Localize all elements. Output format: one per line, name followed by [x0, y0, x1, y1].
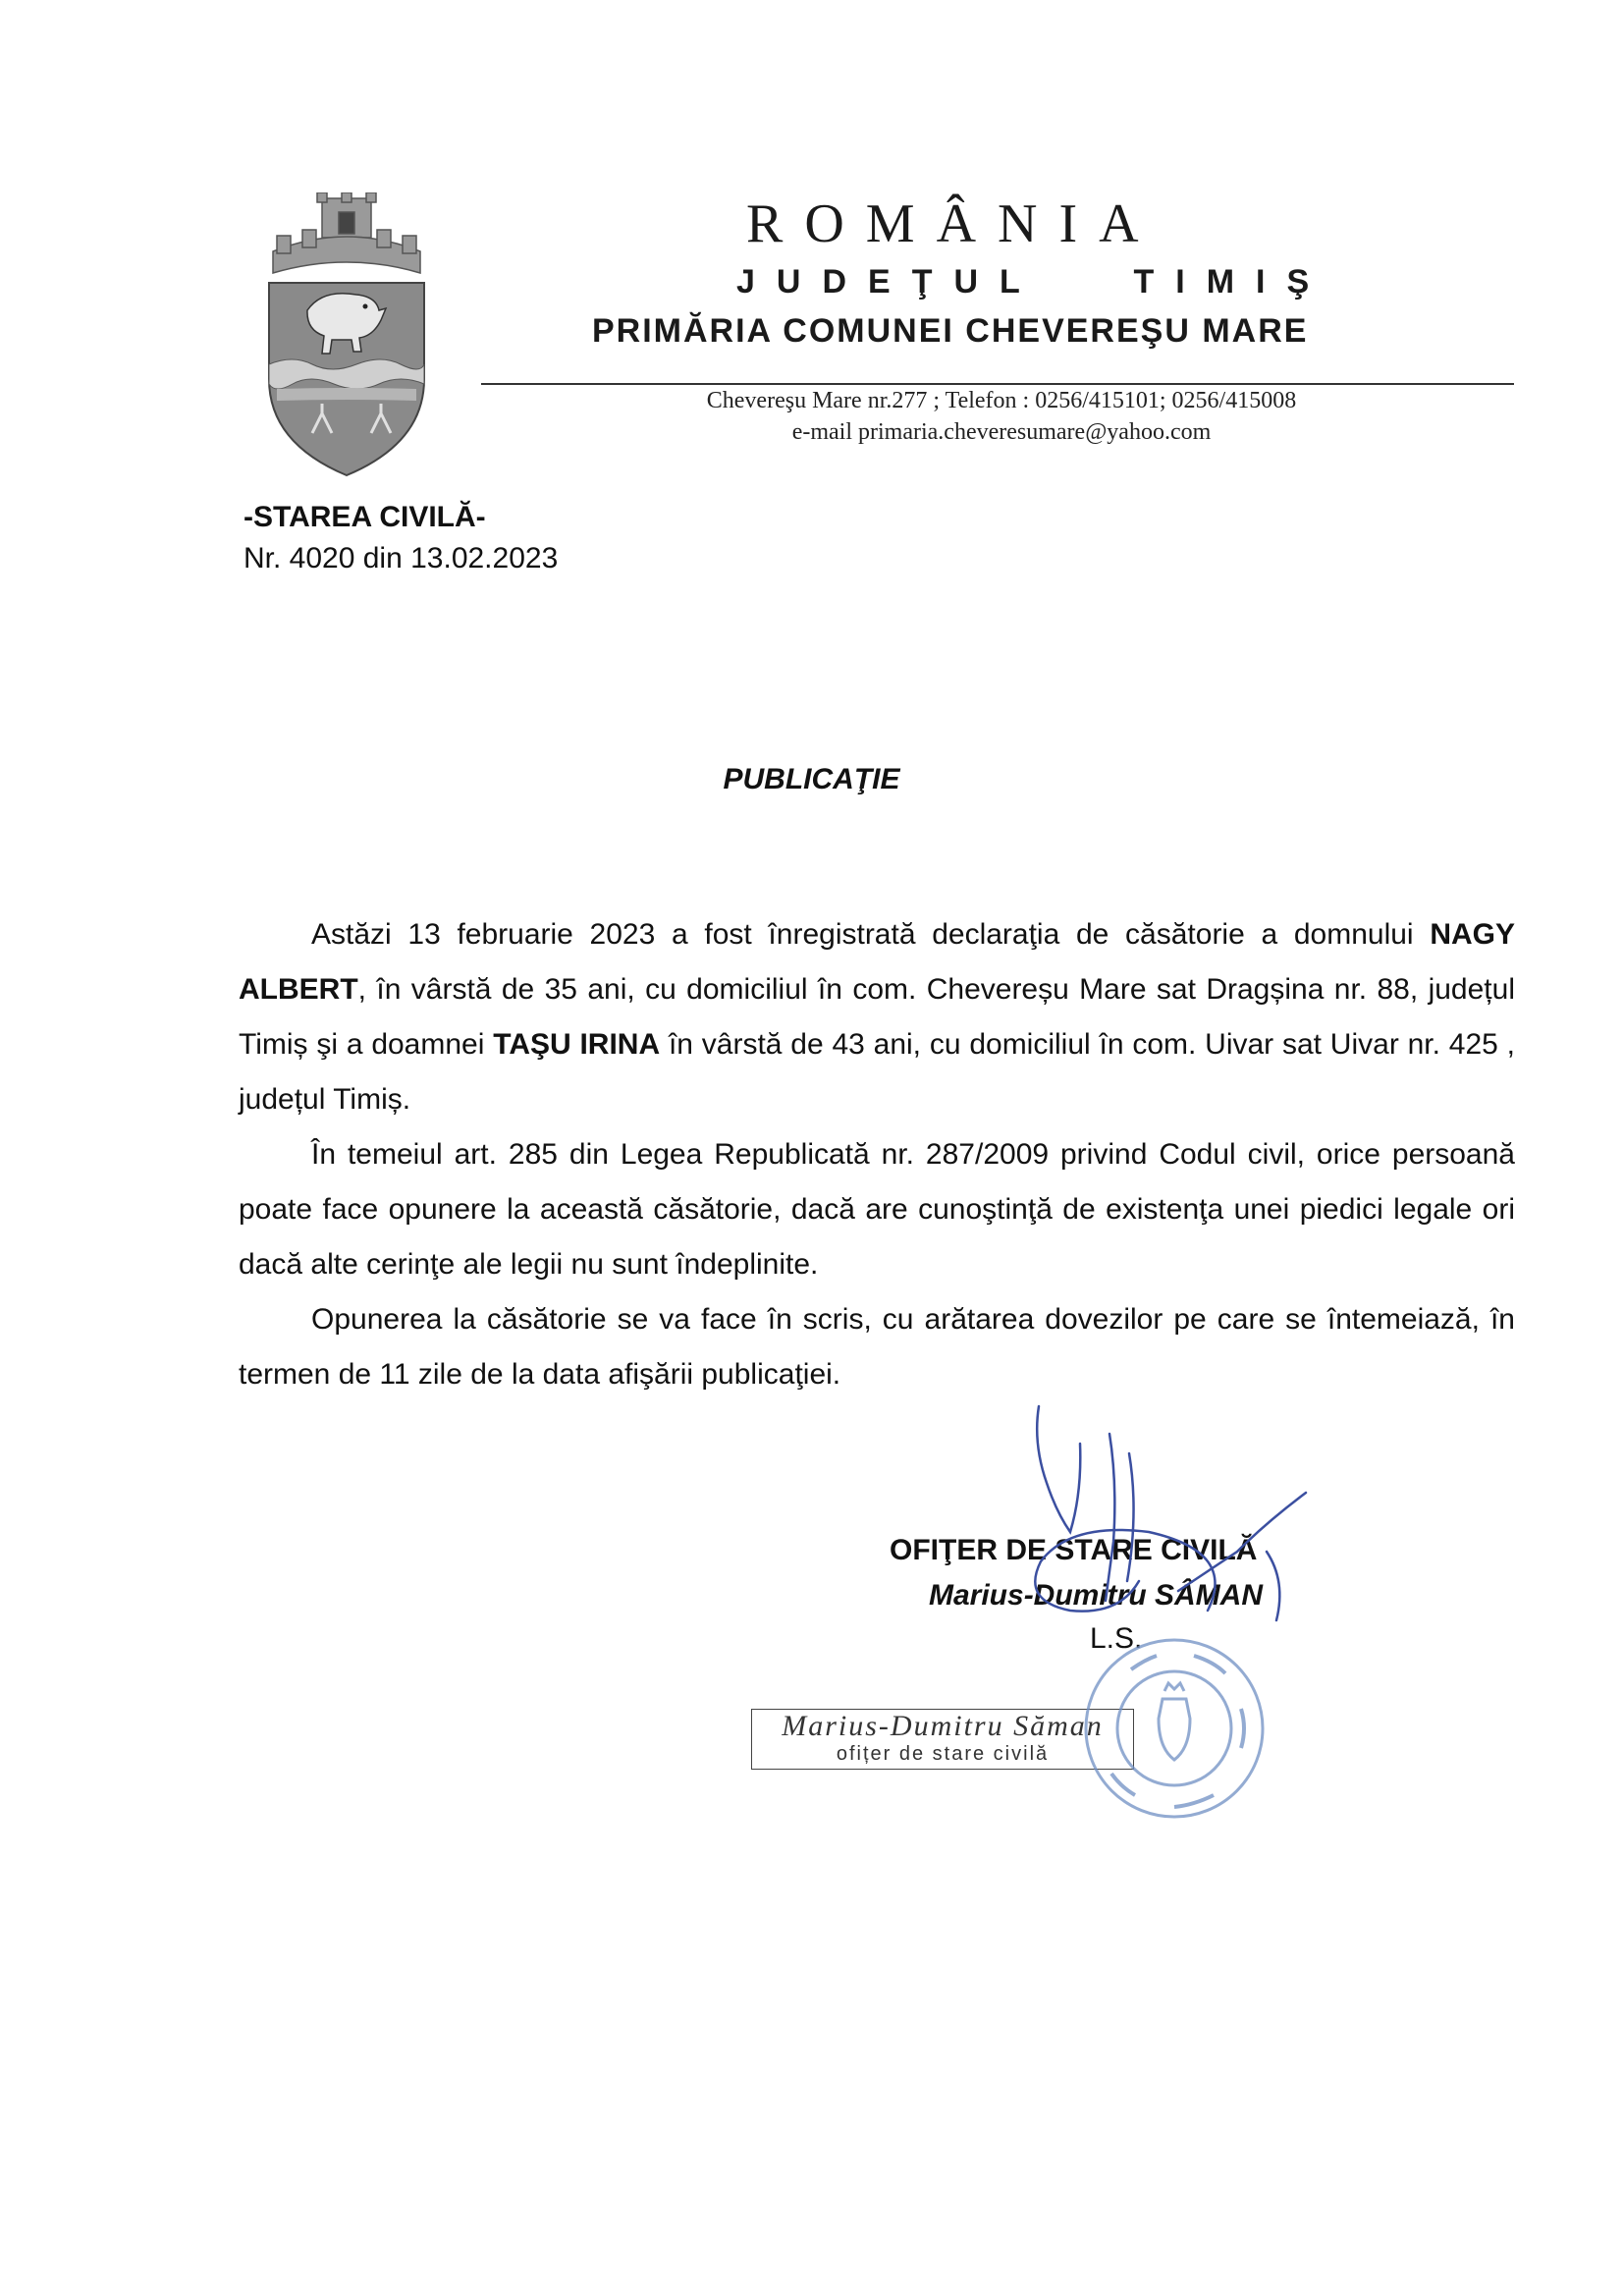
stamp-role: ofițer de stare civilă: [836, 1743, 1050, 1765]
email-line: e-mail primaria.cheveresumare@yahoo.com: [791, 419, 1212, 445]
signature-name: Marius-Dumitru SÂMAN: [929, 1579, 1264, 1612]
municipality-heading: PRIMĂRIA COMUNEI CHEVEREŞU MARE: [592, 312, 1309, 350]
stamp-name: Marius-Dumitru Săman: [782, 1710, 1104, 1742]
document-body: [239, 907, 1515, 1402]
address-line: Chevereşu Mare nr.277 ; Telefon : 0256/415101; 0256/415008: [706, 388, 1297, 413]
paragraph-text: în vârstă de 43 ani, cu domiciliul în com. Uivar sat Uivar nr. 425 , județul Timiș.: [239, 1028, 1515, 1116]
groom-name: NAGY ALBERT: [239, 918, 1515, 1006]
paragraph-text: Astăzi 13 februarie 2023 a fost înregistrată declaraţia de căsătorie a domnului: [311, 918, 1431, 951]
paragraph-legal-basis: În temeiul art. 285 din Legea Republicată nr. 287/2009 privind Codul civil, orice persoană poate face opunere la această căsătorie, dacă are cunoştinţă de existenţa unei piedici legale ori dacă alte cerinţe ale legii nu sunt îndeplinite.: [239, 1138, 1515, 1281]
paragraph-opposition: Opunerea la căsătorie se va face în scris, cu arătarea dovezilor pe care se întemeiază, în termen de 11 zile de la data afişării publicaţiei.: [239, 1303, 1515, 1391]
registration-number: Nr. 4020 din 13.02.2023: [243, 542, 559, 574]
department-label: -STAREA CIVILĂ-: [243, 501, 486, 533]
paragraph-declaration: [239, 907, 1515, 1127]
county-heading: JUDEŢUL TIMIŞ: [736, 263, 1331, 301]
locus-sigilli: L.S.: [1090, 1622, 1143, 1655]
document-title: PUBLICAŢIE: [723, 763, 900, 795]
bride-name: TAŞU IRINA: [493, 1028, 661, 1061]
country-heading: ROMÂNIA: [746, 193, 1161, 254]
coat-of-arms-icon: [263, 192, 430, 477]
contact-block: [648, 385, 1355, 448]
paragraph-text: , în vârstă de 35 ani, cu domiciliul în com. Chevereșu Mare sat Dragșina nr. 88, județul Timiș şi a doamnei: [239, 973, 1515, 1061]
signature-role: OFIŢER DE STARE CIVILĂ: [890, 1534, 1258, 1566]
handwritten-signature-icon: [1011, 1404, 1335, 1699]
